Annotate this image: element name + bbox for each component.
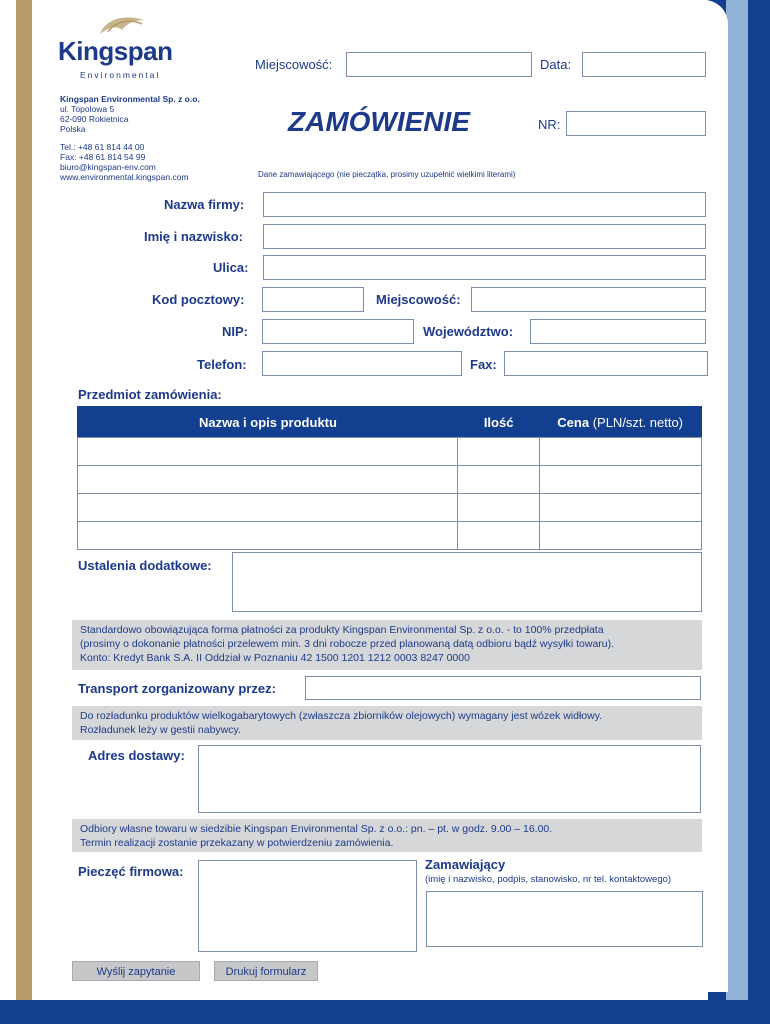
price-cell[interactable] [539, 522, 701, 550]
payment-info-line: Standardowo obowiązująca forma płatności za produkty Kingspan Environmental Sp. z o.o. - to 100% przedpłata [80, 624, 604, 636]
phone-input[interactable] [262, 351, 462, 376]
unloading-info-line: Do rozładunku produktów wielkogabarytowych (zwłaszcza zbiorników olejowych) wymagany jest wózek widłowy. [80, 710, 603, 722]
table-row [78, 494, 702, 522]
nr-label: NR: [538, 117, 561, 132]
contact-fax: Fax: +48 61 814 54 99 [60, 152, 146, 162]
pickup-info-panel [72, 819, 702, 852]
pickup-info-line: Odbiory własne towaru w siedzibie Kingspan Environmental Sp. z o.o.: pn. – pt. w godz. 9.00 – 16.00. [80, 823, 553, 835]
orderer-data-note: Dane zamawiającego (nie pieczątka, prosimy uzupełnić wielkimi literami) [258, 170, 516, 179]
full-name-input[interactable] [263, 224, 706, 249]
column-header-quantity: Ilość [458, 407, 539, 438]
address-line: ul. Topolowa 5 [60, 104, 115, 114]
nip-label: NIP: [222, 324, 248, 339]
column-header-product: Nazwa i opis produktu [78, 407, 458, 438]
product-cell[interactable] [78, 438, 458, 466]
quantity-cell[interactable] [458, 438, 539, 466]
transport-input[interactable] [305, 676, 701, 700]
company-stamp-label: Pieczęć firmowa: [78, 864, 184, 879]
contact-phone: Tel.: +48 61 814 44 00 [60, 142, 145, 152]
delivery-address-label: Adres dostawy: [88, 748, 185, 763]
order-section-label: Przedmiot zamówienia: [78, 387, 222, 402]
city-input[interactable] [471, 287, 706, 312]
contact-website: www.environmental.kingspan.com [60, 172, 189, 182]
extra-terms-textarea[interactable] [232, 552, 702, 612]
quantity-cell[interactable] [458, 466, 539, 494]
company-name-input[interactable] [263, 192, 706, 217]
orderer-label: Zamawiający [425, 857, 506, 872]
gold-side-stripe [16, 0, 32, 1000]
place-label: Miejscowość: [255, 57, 333, 72]
city-label: Miejscowość: [376, 292, 461, 307]
company-name: Kingspan Environmental Sp. z o.o. [60, 94, 200, 104]
address-line: 62-090 Rokietnica [60, 114, 129, 124]
street-label: Ulica: [213, 260, 249, 275]
date-label: Data: [540, 57, 572, 72]
company-stamp-box[interactable] [198, 860, 417, 952]
table-row [78, 522, 702, 550]
company-name-label: Nazwa firmy: [164, 197, 245, 212]
address-line: Polska [60, 124, 86, 134]
table-row [78, 438, 702, 466]
pickup-info-line: Termin realizacji zostanie przekazany w potwierdzeniu zamówienia. [80, 837, 394, 849]
bottom-bar [0, 1000, 770, 1024]
lion-logo-icon [96, 12, 148, 36]
price-cell[interactable] [539, 466, 701, 494]
fax-label: Fax: [470, 357, 497, 372]
column-header-price [539, 407, 701, 438]
navy-edge-stripe [748, 0, 770, 1000]
product-cell[interactable] [78, 466, 458, 494]
date-input[interactable] [582, 52, 706, 77]
payment-info-line: Konto: Kredyt Bank S.A. II Oddział w Poznaniu 42 1500 1201 1212 0003 8247 0000 [80, 652, 470, 664]
table-row [78, 466, 702, 494]
postcode-input[interactable] [262, 287, 364, 312]
nr-input[interactable] [566, 111, 706, 136]
print-form-button[interactable]: Drukuj formularz [214, 961, 318, 981]
page-title: ZAMÓWIENIE [288, 106, 470, 137]
payment-info-line: (prosimy o dokonanie płatności przelewem min. 3 dni robocze przed planowaną datą odbioru bądź wysyłki towaru). [80, 638, 615, 650]
unloading-info-panel [72, 706, 702, 740]
unloading-info-line: Rozładunek leży w gestii nabywcy. [80, 724, 241, 736]
price-cell[interactable] [539, 438, 701, 466]
contact-email: biuro@kingspan-env.com [60, 162, 156, 172]
transport-label: Transport zorganizowany przez: [78, 681, 276, 696]
region-input[interactable] [530, 319, 706, 344]
nip-input[interactable] [262, 319, 414, 344]
street-input[interactable] [263, 255, 706, 280]
product-cell[interactable] [78, 494, 458, 522]
full-name-label: Imię i nazwisko: [144, 229, 243, 244]
place-input[interactable] [346, 52, 532, 77]
send-inquiry-button[interactable]: Wyślij zapytanie [72, 961, 200, 981]
order-table [77, 406, 702, 550]
payment-info-panel [72, 620, 702, 670]
postcode-label: Kod pocztowy: [152, 292, 245, 307]
price-unit: (PLN/szt. netto) [592, 414, 684, 430]
orderer-signature-textarea[interactable] [426, 891, 703, 947]
product-cell[interactable] [78, 522, 458, 550]
delivery-address-textarea[interactable] [198, 745, 701, 813]
price-cell[interactable] [539, 494, 701, 522]
logo-subtitle: Environmental [80, 70, 161, 80]
price-label: Cena [557, 414, 590, 430]
light-blue-side-stripe [726, 0, 748, 1000]
orderer-hint: (imię i nazwisko, podpis, stanowisko, nr tel. kontaktowego) [425, 874, 672, 885]
region-label: Województwo: [423, 324, 514, 339]
phone-label: Telefon: [197, 357, 247, 372]
extra-terms-label: Ustalenia dodatkowe: [78, 558, 212, 573]
quantity-cell[interactable] [458, 494, 539, 522]
logo-wordmark: Kingspan [58, 36, 173, 66]
fax-input[interactable] [504, 351, 708, 376]
quantity-cell[interactable] [458, 522, 539, 550]
